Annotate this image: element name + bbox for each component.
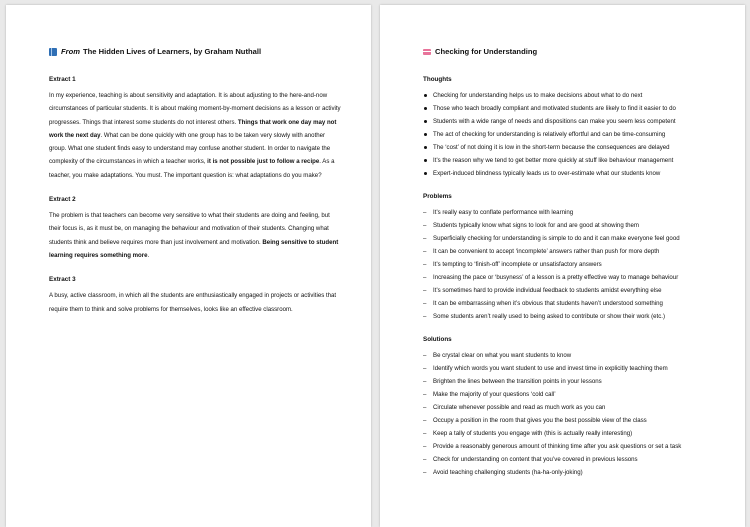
problem-item: – It can be convenient to accept ‘incomplete’ answers rather than push for more depth bbox=[423, 245, 715, 258]
problem-item: – Students typically know what signs to look for and are good at showing them bbox=[423, 219, 715, 232]
section-heading-thoughts: Thoughts bbox=[423, 76, 452, 83]
text-run: The problem is that teachers can become very sensitive to what their students are doing and feeling, but their focus is, as it must be, on managing the behaviour and motivation of their students. Changing what students think and believe requires more than just involvement and motivation. bbox=[49, 212, 330, 246]
solution-item: – Avoid teaching challenging students (ha-ha-only-joking) bbox=[423, 466, 715, 479]
problem-item: – It’s really easy to conflate performance with learning bbox=[423, 206, 715, 219]
thought-item: Those who teach broadly compliant and motivated students are likely to find it easier to do bbox=[423, 102, 715, 115]
bold-text: Being sensitive to student learning requires something more bbox=[49, 238, 339, 259]
books-icon bbox=[423, 49, 431, 55]
text-run: In my experience, teaching is about sensitivity and adaptation. It is about adjusting to the here-and-now circumstances of particular students. It is about making moment-by-moment decisions as a lesson or activity progresses. Things that interest some students do not interest others. bbox=[49, 92, 341, 126]
section-heading-problems: Problems bbox=[423, 193, 452, 200]
problem-item: – It can be embarrassing when it’s obvious that students haven’t understood something bbox=[423, 297, 715, 310]
title-text: The Hidden Lives of Learners, by Graham Nuthall bbox=[82, 47, 262, 56]
page-title-left bbox=[49, 47, 341, 56]
solution-item: – Check for understanding on content that you’ve covered in previous lessons bbox=[423, 453, 715, 466]
solution-item: – Keep a tally of students you engage with (this is actually really interesting) bbox=[423, 427, 715, 440]
extracts-container bbox=[49, 76, 341, 316]
thoughts-list bbox=[423, 89, 715, 180]
problems-list bbox=[423, 206, 715, 323]
extract-heading: Extract 1 bbox=[49, 76, 76, 83]
title-text-right: Checking for Understanding bbox=[435, 47, 538, 56]
solution-item: – Occupy a position in the room that gives you the best possible view of the class bbox=[423, 414, 715, 427]
solution-item: – Circulate whenever possible and read as much work as you can bbox=[423, 401, 715, 414]
thought-item: Students with a wide range of needs and dispositions can make you seem less competent bbox=[423, 115, 715, 128]
document-page-right bbox=[380, 5, 745, 527]
extract-heading: Extract 2 bbox=[49, 196, 76, 204]
document-page-left bbox=[6, 5, 371, 527]
title-from: From bbox=[61, 47, 80, 56]
solution-item: – Brighten the lines between the transition points in your lessons bbox=[423, 375, 715, 388]
solution-item: – Identify which words you want student to use and invest time in explicitly teaching them bbox=[423, 362, 715, 375]
extract-heading: Extract 3 bbox=[49, 276, 76, 284]
thought-item: Checking for understanding helps us to make decisions about what to do next bbox=[423, 89, 715, 102]
problem-item: – Increasing the pace or ‘busyness’ of a lesson is a pretty effective way to manage behaviour bbox=[423, 271, 715, 284]
page-title-right bbox=[423, 47, 715, 56]
problem-item: – It’s sometimes hard to provide individual feedback to students amidst everything else bbox=[423, 284, 715, 297]
problem-item: – Superficially checking for understanding is simple to do and it can make everyone feel good bbox=[423, 232, 715, 245]
extract-paragraph bbox=[49, 89, 341, 182]
text-run: A busy, active classroom, in which all the students are enthusiastically engaged in projects or activities that require them to think and solve problems for themselves, looks like an effective classroom. bbox=[49, 292, 337, 313]
problem-item: – Some students aren’t really used to being asked to contribute or show their work (etc.) bbox=[423, 310, 715, 323]
solutions-list bbox=[423, 349, 715, 479]
extract-paragraph bbox=[49, 209, 341, 262]
bold-text: Things that work one day may not work the next day bbox=[49, 118, 337, 139]
solution-item: – Be crystal clear on what you want students to know bbox=[423, 349, 715, 362]
solution-item: – Make the majority of your questions ‘cold call’ bbox=[423, 388, 715, 401]
thought-item: The act of checking for understanding is relatively effortful and can be time-consuming bbox=[423, 128, 715, 141]
book-icon bbox=[49, 48, 57, 56]
text-run: . bbox=[147, 251, 150, 259]
bold-text: it is not possible just to follow a recipe bbox=[207, 158, 320, 166]
text-run: . As a teacher, you make adaptations. You must. The important question is: what adaptations do you make? bbox=[49, 158, 335, 179]
problem-item: – It’s tempting to ‘finish-off’ incomplete or unsatisfactory answers bbox=[423, 258, 715, 271]
solution-item: – Provide a reasonably generous amount of thinking time after you ask questions or set a task bbox=[423, 440, 715, 453]
thought-item: Expert-induced blindness typically leads us to over-estimate what our students know bbox=[423, 167, 715, 180]
text-run: . What can be done quickly with one group has to be taken very slowly with another group. What one student finds easy to understand may confuse another student. In order to navigate the complexity of the circumstances in which a teacher works, bbox=[49, 131, 331, 166]
extract-paragraph bbox=[49, 289, 341, 316]
section-heading-solutions: Solutions bbox=[423, 336, 452, 343]
thought-item: The ‘cost’ of not doing it is low in the short-term because the consequences are delayed bbox=[423, 141, 715, 154]
thought-item: It’s the reason why we tend to get better more quickly at stuff like behaviour management bbox=[423, 154, 715, 167]
